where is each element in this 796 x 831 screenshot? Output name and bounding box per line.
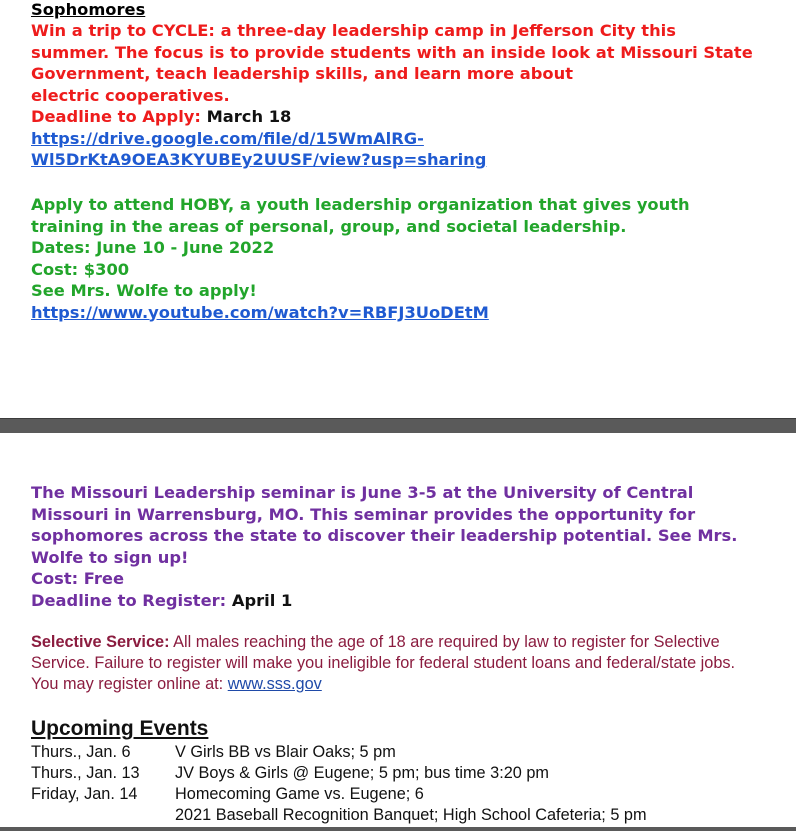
hoby-dates: Dates: June 10 - June 2022 (31, 238, 275, 257)
seminar-cost: Cost: Free (31, 569, 124, 588)
hoby-text-line: training in the areas of personal, group, and societal leadership. (31, 216, 627, 236)
page-bottom-edge (0, 827, 796, 831)
event-description: JV Boys & Girls @ Eugene; 5 pm; bus time 3:20 pm (175, 764, 549, 782)
seminar-deadline-label: Deadline to Register: (31, 590, 227, 610)
hoby-text-line: Apply to attend HOBY, a youth leadership organization that gives youth (31, 195, 690, 214)
seminar-text-line: Missouri in Warrensburg, MO. This seminar provides the opportunity for (31, 504, 696, 524)
event-date: Thurs., Jan. 13 (31, 764, 140, 782)
section-heading-sophomores: Sophomores (31, 0, 146, 19)
selective-service-text: All males reaching the age of 18 are required by law to register for Selective Service. Failure to register will make you ineligible for federal student loans and federal/state jobs. You may register online at: (31, 633, 736, 693)
selective-service-label: Selective Service: (31, 633, 170, 651)
selective-service-paragraph (31, 632, 751, 695)
event-date: Thurs., Jan. 6 (31, 743, 131, 761)
hoby-youtube-link[interactable]: https://www.youtube.com/watch?v=RBFJ3UoDEtM (31, 302, 489, 322)
cycle-text-line: electric cooperatives. (31, 85, 230, 105)
event-description: Homecoming Game vs. Eugene; 6 (175, 785, 424, 803)
event-description: 2021 Baseball Recognition Banquet; High School Cafeteria; 5 pm (175, 806, 647, 824)
event-date: Friday, Jan. 14 (31, 785, 138, 803)
seminar-text-line: Wolfe to sign up! (31, 547, 189, 567)
page-2 (0, 433, 796, 831)
cycle-deadline (31, 106, 291, 128)
upcoming-events-title: Upcoming Events (31, 717, 209, 740)
cycle-text-line: summer. The focus is to provide students with an inside look at Missouri State (31, 42, 753, 62)
hoby-apply-note: See Mrs. Wolfe to apply! (31, 281, 257, 300)
hoby-cost: Cost: $300 (31, 259, 130, 279)
seminar-deadline-value: April 1 (231, 590, 293, 610)
seminar-text-line: sophomores across the state to discover their leadership potential. See Mrs. (31, 526, 738, 545)
cycle-drive-link-cont[interactable]: Wl5DrKtA9OEA3KYUBEy2UUSF/view?usp=sharing (31, 150, 487, 169)
cycle-drive-link[interactable]: https://drive.google.com/file/d/15WmAlRG- (31, 128, 424, 148)
event-description: V Girls BB vs Blair Oaks; 5 pm (175, 743, 396, 761)
cycle-deadline-label: Deadline to Apply: (31, 107, 201, 126)
cycle-text-line: Win a trip to CYCLE: a three-day leadership camp in Jefferson City this (31, 21, 676, 40)
seminar-text-line: The Missouri Leadership seminar is June 3-5 at the University of Central (31, 483, 694, 502)
cycle-text-line: Government, teach leadership skills, and learn more about (31, 64, 573, 83)
page-separator (0, 418, 796, 434)
cycle-deadline-value: March 18 (206, 107, 292, 126)
sss-gov-link[interactable]: www.sss.gov (227, 675, 322, 693)
seminar-deadline (31, 590, 292, 612)
